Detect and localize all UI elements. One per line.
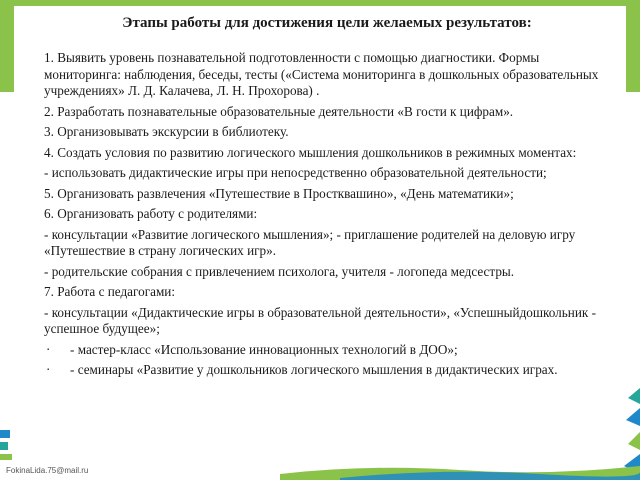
paragraph: 2. Разработать познавательные образовательные деятельности «В гости к цифрам». [44, 103, 514, 119]
paragraph: - родительские собрания с привлечением психолога, учителя - логопеда медсестры. [44, 263, 515, 279]
document-body [44, 14, 610, 383]
paragraph: 3. Организовывать экскурсии в библиотеку. [44, 124, 289, 139]
right-accent-block [626, 0, 640, 92]
top-accent-bar [0, 0, 640, 6]
paragraph: - использовать дидактические игры при непосредственно образовательной деятельности; [44, 165, 547, 180]
page-title: Этапы работы для достижения цели желаемых результатов: [122, 15, 532, 31]
bullet-item [44, 342, 610, 359]
paragraph: - консультации «Дидактические игры в образовательной деятельности», «Успешныйдошкольник - успешное будущее»; [44, 304, 596, 336]
paragraph: 6. Организовать работу с родителями: [44, 206, 258, 221]
left-accent-block [0, 0, 14, 92]
left-leaf-logo-icon [0, 424, 16, 464]
bullet-dot-icon: · [46, 341, 51, 357]
paragraph: 7. Работа с педагогами: [44, 284, 176, 299]
bullet-text: - семинары «Развитие у дошкольников логического мышления в дидактических играх. [70, 362, 558, 377]
bullet-item [44, 362, 610, 379]
footer-email: FokinaLida.75@mail.ru [6, 466, 89, 475]
bullet-text: - мастер-класс «Использование инновационных технологий в ДОО»; [70, 341, 458, 357]
paragraph: 4. Создать условия по развитию логического мышления дошкольников в режимных моментах: [44, 144, 577, 160]
bullet-dot-icon: · [46, 362, 51, 377]
decorative-wave-icon [280, 462, 640, 480]
paragraph: 1. Выявить уровень познавательной подготовленности с помощью диагностики. Формы мониторинга: наблюдения, беседы, тесты («Система мониторинга в дошкольных образовательных учреждениях» Л. Д. Калачева, Л. Н. Прохорова) . [44, 50, 599, 98]
paragraph: - консультации «Развитие логического мышления»; - приглашение родителей на деловую игру «Путешествие в страну логических игр». [44, 226, 576, 258]
paragraph: 5. Организовать развлечения «Путешествие в Простквашино», «День математики»; [44, 185, 514, 201]
